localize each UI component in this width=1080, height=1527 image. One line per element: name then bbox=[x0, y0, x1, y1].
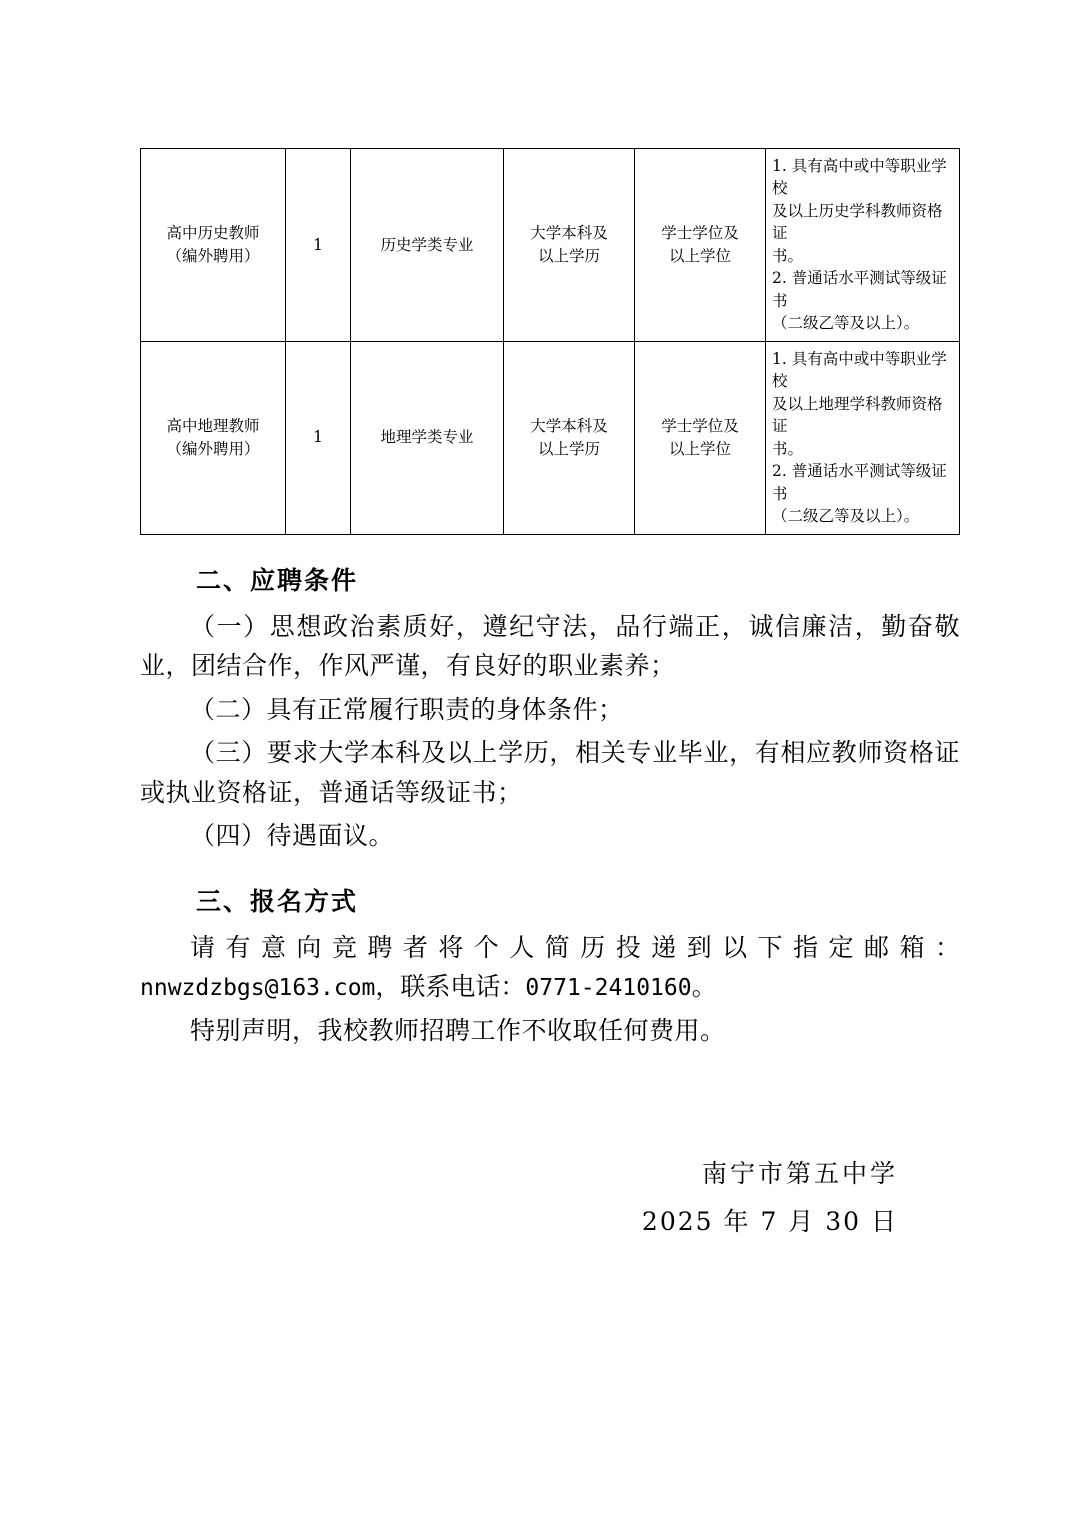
cell-major: 地理学类专业 bbox=[351, 341, 504, 534]
cell-number: 1 bbox=[286, 341, 351, 534]
signature-date: 2025 年 7 月 30 日 bbox=[641, 1206, 898, 1236]
cell-post bbox=[141, 149, 286, 342]
apply-email-address: nnwzdzbgs@163.com bbox=[140, 975, 376, 1001]
cell-requirements bbox=[766, 341, 960, 534]
apply-instructions bbox=[140, 928, 960, 1007]
requirement-line5: （二级乙等及以上）。 bbox=[772, 507, 920, 526]
post-name-line2: （编外聘用） bbox=[166, 246, 260, 265]
section-heading-apply: 三、报名方式 bbox=[196, 886, 359, 916]
requirement-line2: 及以上历史学科教师资格证 bbox=[772, 201, 943, 243]
table-row bbox=[141, 341, 960, 534]
cell-degree bbox=[635, 341, 766, 534]
table-row bbox=[141, 149, 960, 342]
apply-text-end: 。 bbox=[691, 972, 717, 1001]
degree-line1: 学士学位及 bbox=[661, 224, 739, 243]
requirement-line1: 1. 具有高中或中等职业学校 bbox=[772, 349, 947, 391]
condition-item-2: （二）具有正常履行职责的身体条件； bbox=[190, 694, 624, 724]
education-line1: 大学本科及 bbox=[530, 417, 608, 436]
apply-text-intro: 请有意向竞聘者将个人简历投递到以下指定邮箱： bbox=[190, 932, 960, 962]
requirement-line4: 2. 普通话水平测试等级证书 bbox=[772, 462, 947, 503]
cell-education bbox=[504, 149, 635, 342]
document-content bbox=[140, 148, 960, 1245]
cell-post bbox=[141, 341, 286, 534]
education-line2: 以上学历 bbox=[537, 439, 600, 458]
signature-block bbox=[140, 1150, 960, 1245]
degree-line2: 以上学位 bbox=[668, 246, 731, 265]
education-line1: 大学本科及 bbox=[530, 224, 608, 243]
apply-phone-number: 0771-2410160 bbox=[525, 975, 692, 1001]
signature-organization: 南宁市第五中学 bbox=[701, 1159, 898, 1188]
requirement-line3: 书。 bbox=[772, 439, 804, 458]
condition-item-3: （三）要求大学本科及以上学历，相关专业毕业，有相应教师资格证或执业资格证，普通话等级证书； bbox=[140, 738, 960, 807]
requirement-line5: （二级乙等及以上）。 bbox=[772, 314, 920, 333]
cell-requirements bbox=[766, 149, 960, 342]
condition-item-1: （一）思想政治素质好，遵纪守法，品行端正，诚信廉洁，勤奋敬业，团结合作，作风严谨，有良好的职业素养； bbox=[140, 611, 960, 680]
requirement-line1: 1. 具有高中或中等职业学校 bbox=[772, 157, 947, 198]
condition-item-4: （四）待遇面议。 bbox=[190, 821, 395, 850]
degree-line2: 以上学位 bbox=[668, 439, 731, 458]
cell-number: 1 bbox=[286, 149, 351, 342]
job-positions-table bbox=[140, 148, 960, 535]
apply-text-phone-label: ，联系电话： bbox=[375, 972, 526, 1001]
cell-education bbox=[504, 341, 635, 534]
post-name-line1: 高中历史教师 bbox=[166, 224, 260, 243]
degree-line1: 学士学位及 bbox=[661, 417, 739, 436]
requirement-line3: 书。 bbox=[772, 246, 804, 265]
education-line2: 以上学历 bbox=[537, 246, 600, 265]
post-name-line1: 高中地理教师 bbox=[166, 417, 260, 436]
requirement-line2: 及以上地理学科教师资格证 bbox=[772, 394, 943, 436]
special-statement: 特别声明，我校教师招聘工作不收取任何费用。 bbox=[190, 1015, 726, 1045]
cell-degree bbox=[635, 149, 766, 342]
section-heading-conditions: 二、应聘条件 bbox=[196, 565, 359, 595]
requirement-line4: 2. 普通话水平测试等级证书 bbox=[772, 269, 947, 310]
post-name-line2: （编外聘用） bbox=[166, 439, 260, 458]
cell-major: 历史学类专业 bbox=[351, 149, 504, 342]
